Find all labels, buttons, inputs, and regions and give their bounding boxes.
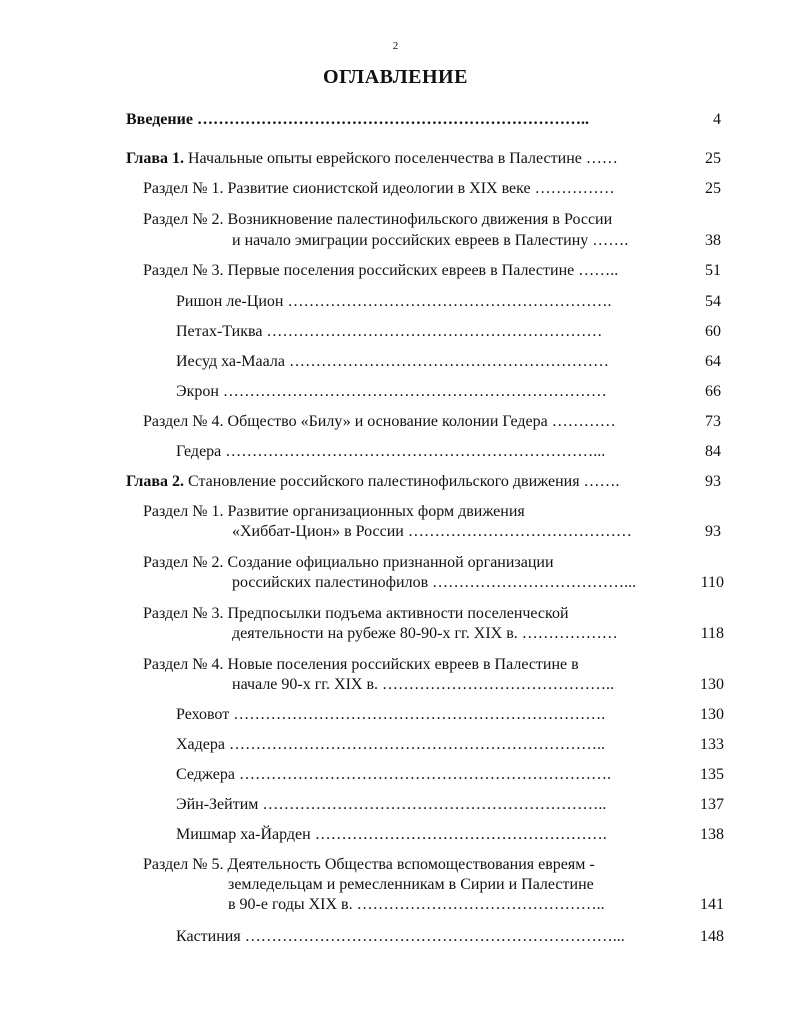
toc-entry-ein-zeitim: Эйн-Зейтим ………………………………………………………..: [176, 796, 607, 813]
toc-page-num: 93: [705, 523, 721, 540]
toc-page-num: 148: [700, 928, 724, 945]
toc-entry-chapter-1: [126, 149, 681, 169]
toc-page-num: 130: [700, 706, 724, 723]
toc-entry-section-2-2-line2: российских палестинофилов ………………………………...: [232, 574, 637, 591]
toc-entry-section-1-3: Раздел № 3. Первые поселения российских евреев в Палестине ……..: [143, 262, 619, 279]
toc-entry-section-1-2-line1: Раздел № 2. Возникновение палестинофильского движения в России: [143, 211, 613, 228]
toc-page-num: 4: [713, 111, 721, 128]
toc-page-num: 135: [700, 766, 724, 783]
toc-entry-section-2-5-line3: в 90-е годы XIX в. ………………………………………..: [228, 896, 605, 913]
toc-label: Введение: [126, 111, 193, 128]
toc-label: Становление российского палестинофильского движения …….: [188, 473, 620, 490]
toc-page-num: 138: [700, 826, 724, 843]
toc-entry-section-1-4: Раздел № 4. Общество «Билу» и основание колонии Гедера …………: [143, 413, 616, 430]
toc-entry-ekron: Экрон ………………………………………………………………: [176, 383, 607, 400]
toc-page-num: 137: [700, 796, 724, 813]
toc-entry-rehovot: Реховот …………………………………………………………….: [176, 706, 606, 723]
toc-entry-section-2-5-line1: Раздел № 5. Деятельность Общества вспомоществования евреям -: [143, 856, 595, 873]
toc-label: Начальные опыты еврейского поселенчества в Палестине ……: [188, 150, 618, 167]
toc-entry-section-2-1-line1: Раздел № 1. Развитие организационных форм движения: [143, 503, 525, 520]
toc-entry-kastiniya: Кастиния ……………………………………………………………...: [176, 928, 625, 945]
toc-entry-intro: [126, 110, 671, 130]
toc-entry-section-2-2-line1: Раздел № 2. Создание официально признанной организации: [143, 554, 554, 571]
toc-page-num: 66: [705, 383, 721, 400]
toc-entry-section-2-3-line2: деятельности на рубеже 80-90-х гг. XIX в. ………………: [232, 625, 618, 642]
toc-entry-section-2-1-line2: «Хиббат-Цион» в России ……………………………………: [232, 523, 632, 540]
toc-page-num: 60: [705, 323, 721, 340]
toc-chapter-label: Глава 2.: [126, 473, 184, 490]
page-number: 2: [392, 40, 399, 52]
toc-page-num: 93: [705, 473, 721, 490]
toc-entry-section-2-4-line1: Раздел № 4. Новые поселения российских евреев в Палестине в: [143, 656, 579, 673]
toc-entry-section-2-3-line1: Раздел № 3. Предпосылки подъема активности поселенческой: [143, 605, 569, 622]
toc-page-num: 130: [700, 676, 724, 693]
toc-entry-section-2-4-line2: начале 90-х гг. XIX в. ……………………………………..: [232, 676, 615, 693]
page-title: ОГЛАВЛЕНИЕ: [323, 66, 468, 88]
toc-entry-gedera: Гедера ……………………………………………………………...: [176, 443, 606, 460]
toc-chapter-label: Глава 1.: [126, 150, 184, 167]
toc-page-num: 51: [705, 262, 721, 279]
toc-entry-section-1-1: Раздел № 1. Развитие сионистской идеологии в XIX веке ……………: [143, 180, 615, 197]
toc-page-num: 73: [705, 413, 721, 430]
toc-entry-iesud: Иесуд ха-Маала ……………………………………………………: [176, 353, 609, 370]
toc-entry-chapter-2: [126, 472, 681, 492]
toc-page-num: 84: [705, 443, 721, 460]
toc-entry-hadera: Хадера ……………………………………………………………..: [176, 736, 605, 753]
toc-page-num: 110: [700, 574, 724, 591]
toc-page-num: 133: [700, 736, 724, 753]
toc-page-num: 118: [700, 625, 724, 642]
toc-page-num: 38: [705, 232, 721, 249]
toc-entry-sedzhera: Седжера …………………………………………………………….: [176, 766, 611, 783]
toc-entry-mishmar: Мишмар ха-Йарден ……………………………………………….: [176, 826, 607, 843]
toc-entry-section-2-5-line2: земледельцам и ремесленникам в Сирии и Палестине: [228, 876, 594, 893]
toc-entry-rishon: Ришон ле-Цион …………………………………………………….: [176, 293, 612, 310]
toc-entry-section-1-2-line2: и начало эмиграции российских евреев в Палестину …….: [232, 232, 629, 249]
toc-entry-petah: Петах-Тиква ………………………………………………………: [176, 323, 603, 340]
toc-page-num: 64: [705, 353, 721, 370]
toc-page-num: 54: [705, 293, 721, 310]
toc-page-num: 141: [700, 896, 724, 913]
toc-dots: ………………………………………………………………..: [196, 111, 589, 128]
toc-page-num: 25: [705, 180, 721, 197]
toc-page-num: 25: [705, 150, 721, 167]
